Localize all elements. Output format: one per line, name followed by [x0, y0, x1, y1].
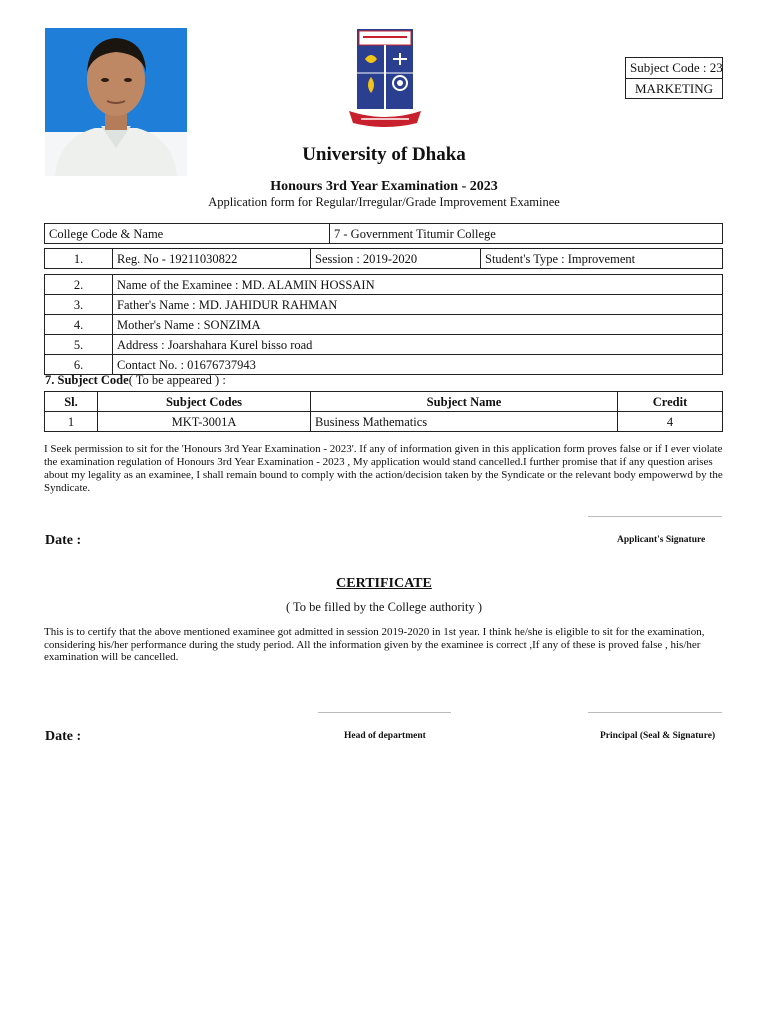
table-header-row: [45, 392, 723, 412]
contact-number: Contact No. : 01676737943: [113, 355, 723, 375]
certificate-subtitle: ( To be filled by the College authority ): [285, 600, 483, 614]
row-number: 3.: [45, 295, 113, 315]
subject-credit: 4: [618, 412, 723, 432]
college-value: 7 - Government Titumir College: [330, 224, 723, 244]
table-row: [45, 355, 723, 375]
student-type: Student's Type : Improvement: [481, 249, 723, 269]
applicant-signature-label: Applicant's Signature: [617, 535, 706, 545]
university-title: University of Dhaka: [302, 144, 466, 165]
head-signature-line: [318, 712, 451, 713]
personal-info-table: [44, 274, 723, 375]
table-row: [45, 275, 723, 295]
table-row: [45, 412, 723, 432]
mother-name: Mother's Name : SONZIMA: [113, 315, 723, 335]
college-table: [44, 223, 723, 244]
session: Session : 2019-2020: [311, 249, 481, 269]
university-logo: [345, 27, 425, 128]
subject-name: Business Mathematics: [311, 412, 618, 432]
col-sl: Sl.: [45, 392, 98, 412]
subject-code: MKT-3001A: [98, 412, 311, 432]
subject-heading-rest: ( To be appeared ) :: [128, 373, 226, 387]
row-number: 5.: [45, 335, 113, 355]
registration-table: [44, 248, 723, 269]
row-number: 1.: [45, 249, 113, 269]
certificate-date-label: Date :: [45, 729, 82, 744]
subject-heading: [45, 373, 226, 388]
certificate-text: This is to certify that the above mentioned examinee got admitted in session 2019-2020 in 1st year. I think he/she is eligible to sit for the examination, considering his/her performance during the study period. All the information given by the examinee is correct ,If any of these is proved false , his/her examination will be cancelled.: [44, 626, 705, 663]
head-of-department-label: Head of department: [344, 731, 426, 741]
table-row: [45, 315, 723, 335]
row-number: 6.: [45, 355, 113, 375]
row-number: 4.: [45, 315, 113, 335]
subject-sl: 1: [45, 412, 98, 432]
college-label: College Code & Name: [45, 224, 330, 244]
col-subject-codes: Subject Codes: [98, 392, 311, 412]
exam-title: Honours 3rd Year Examination - 2023: [270, 179, 498, 194]
table-row: [45, 295, 723, 315]
address: Address : Joarshahara Kurel bisso road: [113, 335, 723, 355]
date-label: Date :: [45, 533, 82, 548]
reg-number: Reg. No - 19211030822: [113, 249, 311, 269]
subject-heading-bold: 7. Subject Code: [45, 373, 129, 387]
col-subject-name: Subject Name: [311, 392, 618, 412]
subject-code-label: Subject Code : 23: [630, 60, 723, 75]
row-number: 2.: [45, 275, 113, 295]
col-credit: Credit: [618, 392, 723, 412]
certificate-title: CERTIFICATE: [336, 576, 432, 591]
exam-subtitle: Application form for Regular/Irregular/Grade Improvement Examinee: [208, 195, 560, 209]
subject-name-label: MARKETING: [626, 78, 722, 98]
examinee-name: Name of the Examinee : MD. ALAMIN HOSSAIN: [113, 275, 723, 295]
applicant-signature-line: [588, 516, 722, 517]
declaration-text: I Seek permission to sit for the 'Honours 3rd Year Examination - 2023'. If any of information given in this application form proves false or if I ever violate the examination regulation of Honours 3rd Year Examination - 2023 , My application would stand cancelled.I further promise that if any question arises about my legality as an examinee, I shall remain bound to comply with the action/decision taken by the Syndicate or the relevant body empowerwd by the Syndicate.: [44, 443, 723, 494]
father-name: Father's Name : MD. JAHIDUR RAHMAN: [113, 295, 723, 315]
principal-signature-line: [588, 712, 722, 713]
subject-code-box: [625, 57, 723, 99]
table-row: [45, 335, 723, 355]
subject-table: [44, 391, 723, 432]
principal-signature-label: Principal (Seal & Signature): [600, 731, 716, 741]
